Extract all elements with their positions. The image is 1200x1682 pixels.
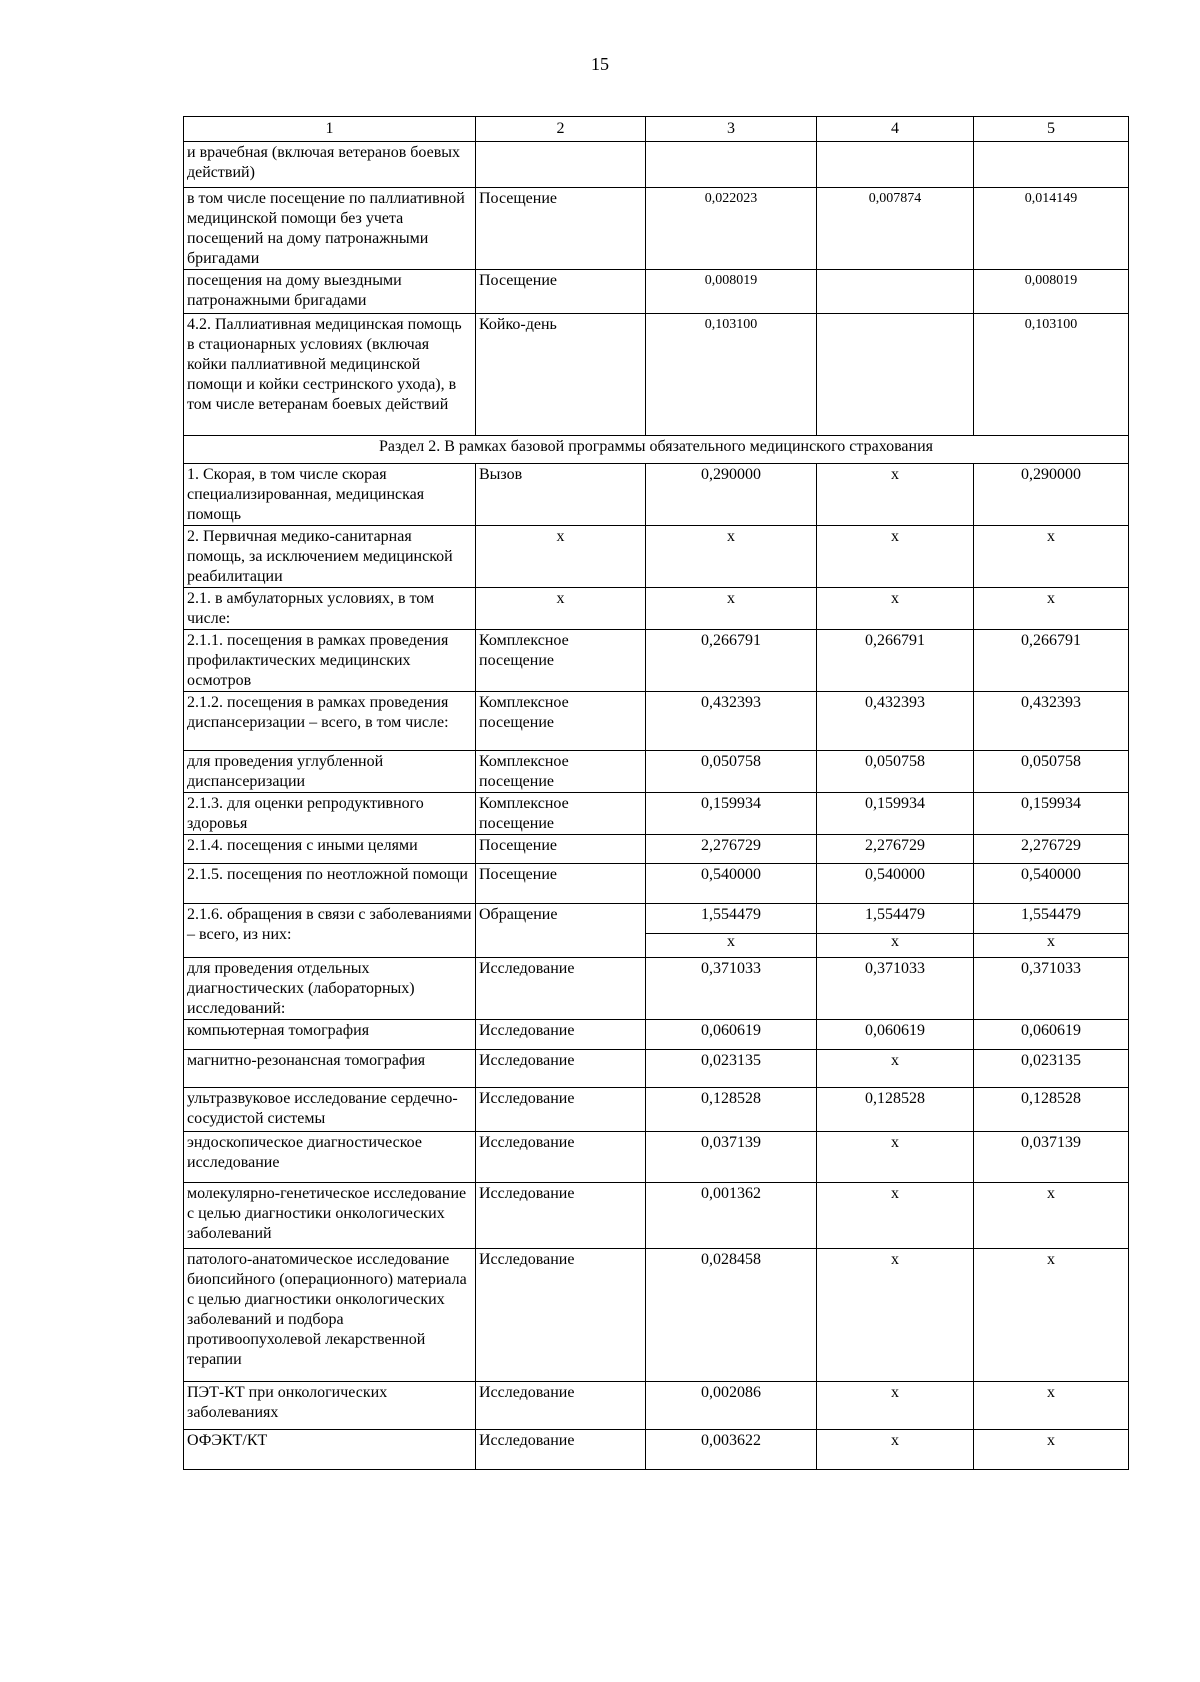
cell-col-1 bbox=[184, 692, 476, 751]
cell-col-5 bbox=[974, 1183, 1129, 1249]
cell-col-4 bbox=[817, 1382, 974, 1430]
cell-text: патолого-анатомическое исследование биопсийного (операционного) материала с целью диагностики онкологических заболеваний и подбора противоопухолевой лекарственной терапии bbox=[187, 1251, 467, 1368]
table-row bbox=[184, 464, 1129, 526]
cell-text: Исследование bbox=[479, 1090, 575, 1107]
cell-col-4 bbox=[817, 1249, 974, 1382]
cell-text: 2,276729 bbox=[701, 837, 761, 854]
cell-col-5 bbox=[974, 1249, 1129, 1382]
cell-col-5 bbox=[974, 751, 1129, 793]
cell-col-5 bbox=[974, 793, 1129, 835]
cell-text: Исследование bbox=[479, 960, 575, 977]
cell-col-1 bbox=[184, 142, 476, 188]
cell-col-4 bbox=[817, 314, 974, 436]
cell-col-2 bbox=[476, 1020, 646, 1050]
cell-col-2 bbox=[476, 1382, 646, 1430]
cell-text: 0,540000 bbox=[701, 866, 761, 883]
cell-col-2 bbox=[476, 1088, 646, 1132]
cell-text: х bbox=[1047, 1432, 1055, 1449]
cell-text: Комплексное посещение bbox=[479, 795, 569, 832]
cell-col-5 bbox=[974, 692, 1129, 751]
table-row bbox=[184, 188, 1129, 270]
cell-col-4 bbox=[817, 1050, 974, 1088]
cell-col-4 bbox=[817, 904, 974, 958]
table-row bbox=[184, 1020, 1129, 1050]
cell-col-4 bbox=[817, 1183, 974, 1249]
cell-col-3 bbox=[646, 904, 817, 958]
cell-col-1 bbox=[184, 588, 476, 630]
cell-text: Исследование bbox=[479, 1432, 575, 1449]
cell-col-3 bbox=[646, 864, 817, 904]
cell-text: Комплексное посещение bbox=[479, 753, 569, 790]
cell-col-2 bbox=[476, 464, 646, 526]
cell-col-5 bbox=[974, 1132, 1129, 1183]
cell-text: 1,554479 bbox=[865, 906, 925, 923]
cell-text: х bbox=[556, 590, 565, 607]
cell-text: 0,008019 bbox=[1024, 273, 1078, 288]
table-header-row bbox=[184, 117, 1129, 142]
cell-text: 1. Скорая, в том числе скорая специализированная, медицинская помощь bbox=[187, 466, 425, 523]
cell-col-4 bbox=[817, 1132, 974, 1183]
cell-text: 2.1.6. обращения в связи с заболеваниями – всего, из них: bbox=[187, 906, 472, 943]
cell-text: 0,128528 bbox=[865, 1090, 925, 1107]
cell-text: 1,554479 bbox=[1021, 906, 1081, 923]
cell-text: Комплексное посещение bbox=[479, 632, 569, 669]
table-row bbox=[184, 1088, 1129, 1132]
table-row bbox=[184, 692, 1129, 751]
cell-text: 0,371033 bbox=[701, 960, 761, 977]
cell-text: 0,103100 bbox=[1024, 317, 1078, 332]
cell-col-5 bbox=[974, 314, 1129, 436]
cell-text: 0,290000 bbox=[701, 466, 761, 483]
cell-col-3 bbox=[646, 142, 817, 188]
cell-col-3 bbox=[646, 835, 817, 864]
table-row bbox=[184, 630, 1129, 692]
cell-text: 0,159934 bbox=[1021, 795, 1081, 812]
cell-col-1 bbox=[184, 751, 476, 793]
cell-col-4 bbox=[817, 958, 974, 1020]
cell-text: 2.1.5. посещения по неотложной помощи bbox=[187, 866, 468, 883]
cell-text: 0,002086 bbox=[701, 1384, 761, 1401]
cell-text: и врачебная (включая ветеранов боевых действий) bbox=[187, 144, 460, 181]
table-row bbox=[184, 270, 1129, 314]
cell-col-4 bbox=[817, 692, 974, 751]
cell-col-2 bbox=[476, 142, 646, 188]
cell-col-1 bbox=[184, 188, 476, 270]
cell-col-3 bbox=[646, 464, 817, 526]
cell-col-3 bbox=[646, 1020, 817, 1050]
cell-text: 2.1.3. для оценки репродуктивного здоровья bbox=[187, 795, 424, 832]
cell-text: 0,128528 bbox=[1021, 1090, 1081, 1107]
cell-col-2 bbox=[476, 270, 646, 314]
cell-text: Койко-день bbox=[479, 316, 557, 333]
table-row bbox=[184, 142, 1129, 188]
table-row bbox=[184, 793, 1129, 835]
cell-col-3 bbox=[646, 1132, 817, 1183]
cell-text: для проведения углубленной диспансеризации bbox=[187, 753, 384, 790]
cell-col-2 bbox=[476, 692, 646, 751]
cell-col-3 bbox=[646, 793, 817, 835]
cell-text: 0,060619 bbox=[865, 1022, 925, 1039]
cell-text: х bbox=[891, 1052, 899, 1069]
cell-col-1 bbox=[184, 1132, 476, 1183]
cell-col-3 bbox=[646, 526, 817, 588]
cell-col-1 bbox=[184, 1183, 476, 1249]
cell-text: магнитно-резонансная томография bbox=[187, 1052, 426, 1069]
table-row bbox=[184, 1430, 1129, 1470]
cell-col-5 bbox=[974, 588, 1129, 630]
cell-text: 0,159934 bbox=[701, 795, 761, 812]
cell-col-3 bbox=[646, 751, 817, 793]
cell-text: х bbox=[891, 590, 899, 607]
table-row bbox=[184, 751, 1129, 793]
cell-col-2 bbox=[476, 793, 646, 835]
cell-text: 0,060619 bbox=[1021, 1022, 1081, 1039]
header-cell: 1 bbox=[184, 117, 476, 142]
cell-text: Исследование bbox=[479, 1251, 575, 1268]
cell-text: х bbox=[727, 590, 735, 607]
cell-text: 0,103100 bbox=[704, 317, 758, 332]
cell-col-2 bbox=[476, 1249, 646, 1382]
cell-text: 0,014149 bbox=[1024, 191, 1078, 206]
cell-col-3 bbox=[646, 1183, 817, 1249]
cell-col-4 bbox=[817, 188, 974, 270]
cell-col-4 bbox=[817, 588, 974, 630]
cell-col-5 bbox=[974, 1382, 1129, 1430]
cell-text: Посещение bbox=[479, 272, 557, 289]
cell-col-1 bbox=[184, 1050, 476, 1088]
cell-text: 0,371033 bbox=[1021, 960, 1081, 977]
cell-col-4 bbox=[817, 1020, 974, 1050]
cell-text: 0,060619 bbox=[701, 1022, 761, 1039]
table-row bbox=[184, 526, 1129, 588]
cell-col-4 bbox=[817, 270, 974, 314]
cell-text: х bbox=[891, 1384, 899, 1401]
table-row bbox=[184, 904, 1129, 958]
cell-col-4 bbox=[817, 751, 974, 793]
table-row bbox=[184, 835, 1129, 864]
cell-text: для проведения отдельных диагностических (лабораторных) исследований: bbox=[187, 960, 415, 1017]
table-row bbox=[184, 1132, 1129, 1183]
cell-text: эндоскопическое диагностическое исследование bbox=[187, 1134, 422, 1171]
cell-text: Комплексное посещение bbox=[479, 694, 569, 731]
cell-col-2 bbox=[476, 835, 646, 864]
cell-col-4 bbox=[817, 630, 974, 692]
header-cell: 3 bbox=[646, 117, 817, 142]
data-table bbox=[183, 116, 1129, 1470]
cell-text: 2.1.1. посещения в рамках проведения профилактических медицинских осмотров bbox=[187, 632, 449, 689]
cell-col-5 bbox=[974, 904, 1129, 958]
cell-col-4 bbox=[817, 142, 974, 188]
cell-col-1 bbox=[184, 1249, 476, 1382]
cell-col-4 bbox=[817, 1430, 974, 1470]
cell-col-3 bbox=[646, 958, 817, 1020]
cell-text: Вызов bbox=[479, 466, 523, 483]
cell-text: 0,028458 bbox=[701, 1251, 761, 1268]
cell-col-1 bbox=[184, 835, 476, 864]
cell-col-3 bbox=[646, 314, 817, 436]
cell-text: 2.1.2. посещения в рамках проведения диспансеризации – всего, в том числе: bbox=[187, 694, 449, 731]
header-cell: 5 bbox=[974, 117, 1129, 142]
cell-text: 0,371033 bbox=[865, 960, 925, 977]
cell-col-2 bbox=[476, 904, 646, 958]
cell-text: х bbox=[1047, 1384, 1055, 1401]
cell-col-2 bbox=[476, 1183, 646, 1249]
cell-text: 2,276729 bbox=[865, 837, 925, 854]
cell-col-1 bbox=[184, 630, 476, 692]
cell-col-1 bbox=[184, 526, 476, 588]
cell-text: Обращение bbox=[479, 906, 558, 923]
cell-text: 0,432393 bbox=[1021, 694, 1081, 711]
cell-text: ОФЭКТ/КТ bbox=[187, 1432, 268, 1449]
cell-col-2 bbox=[476, 588, 646, 630]
cell-col-1 bbox=[184, 958, 476, 1020]
cell-col-1 bbox=[184, 1088, 476, 1132]
section-row bbox=[184, 436, 1129, 464]
cell-col-1 bbox=[184, 793, 476, 835]
cell-text: х bbox=[727, 528, 735, 545]
table-row bbox=[184, 864, 1129, 904]
cell-col-1 bbox=[184, 270, 476, 314]
cell-text: 0,023135 bbox=[1021, 1052, 1081, 1069]
cell-text: Исследование bbox=[479, 1134, 575, 1151]
cell-text: компьютерная томография bbox=[187, 1022, 370, 1039]
cell-text: 0,037139 bbox=[701, 1134, 761, 1151]
table-row bbox=[184, 958, 1129, 1020]
cell-col-1 bbox=[184, 314, 476, 436]
table-row bbox=[184, 314, 1129, 436]
cell-text: 0,266791 bbox=[865, 632, 925, 649]
cell-text: Посещение bbox=[479, 837, 557, 854]
cell-text: 0,128528 bbox=[701, 1090, 761, 1107]
cell-text: 4.2. Паллиативная медицинская помощь в стационарных условиях (включая койки паллиативной медицинской помощи и койки сестринского ухода), в том числе ветеранам боевых действий bbox=[187, 316, 462, 413]
cell-text: в том числе посещение по паллиативной медицинской помощи без учета посещений на дому патронажными бригадами bbox=[187, 190, 465, 267]
cell-text: посещения на дому выездными патронажными бригадами bbox=[187, 272, 402, 309]
table-row bbox=[184, 1249, 1129, 1382]
cell-text: ПЭТ-КТ при онкологических заболеваниях bbox=[187, 1384, 388, 1421]
cell-col-2 bbox=[476, 958, 646, 1020]
cell-col-4 bbox=[817, 793, 974, 835]
cell-col-5 bbox=[974, 835, 1129, 864]
cell-text: х bbox=[891, 1432, 899, 1449]
cell-col-2 bbox=[476, 526, 646, 588]
cell-col-1 bbox=[184, 1020, 476, 1050]
cell-col-1 bbox=[184, 904, 476, 958]
cell-text: ультразвуковое исследование сердечно-сосудистой системы bbox=[187, 1090, 458, 1127]
cell-subvalue: х bbox=[646, 933, 816, 950]
cell-col-2 bbox=[476, 864, 646, 904]
cell-subvalue: х bbox=[817, 933, 973, 950]
cell-subvalue: х bbox=[974, 933, 1128, 950]
header-cell: 4 bbox=[817, 117, 974, 142]
cell-col-2 bbox=[476, 1050, 646, 1088]
cell-col-5 bbox=[974, 464, 1129, 526]
cell-text: Исследование bbox=[479, 1384, 575, 1401]
cell-col-5 bbox=[974, 958, 1129, 1020]
cell-col-3 bbox=[646, 1382, 817, 1430]
cell-col-3 bbox=[646, 270, 817, 314]
cell-col-3 bbox=[646, 630, 817, 692]
cell-col-3 bbox=[646, 1088, 817, 1132]
cell-col-3 bbox=[646, 1050, 817, 1088]
cell-col-2 bbox=[476, 1430, 646, 1470]
cell-text: 1,554479 bbox=[701, 906, 761, 923]
cell-col-4 bbox=[817, 526, 974, 588]
cell-text: 2.1.4. посещения с иными целями bbox=[187, 837, 418, 854]
cell-col-5 bbox=[974, 864, 1129, 904]
cell-col-3 bbox=[646, 1430, 817, 1470]
cell-text: 0,037139 bbox=[1021, 1134, 1081, 1151]
cell-col-5 bbox=[974, 270, 1129, 314]
cell-col-5 bbox=[974, 142, 1129, 188]
cell-col-2 bbox=[476, 188, 646, 270]
cell-text: 0,023135 bbox=[701, 1052, 761, 1069]
cell-text: 0,050758 bbox=[1021, 753, 1081, 770]
cell-col-3 bbox=[646, 588, 817, 630]
cell-text: х bbox=[891, 1185, 899, 1202]
cell-text: х bbox=[1047, 1185, 1055, 1202]
cell-text: 0,050758 bbox=[865, 753, 925, 770]
cell-text: х bbox=[1047, 590, 1055, 607]
table-row bbox=[184, 588, 1129, 630]
cell-col-4 bbox=[817, 864, 974, 904]
cell-text: 0,007874 bbox=[868, 191, 922, 206]
cell-text: 0,008019 bbox=[704, 273, 758, 288]
cell-col-2 bbox=[476, 630, 646, 692]
cell-text: 0,266791 bbox=[1021, 632, 1081, 649]
cell-col-2 bbox=[476, 1132, 646, 1183]
section-title: Раздел 2. В рамках базовой программы обязательного медицинского страхования bbox=[184, 436, 1129, 464]
cell-col-5 bbox=[974, 630, 1129, 692]
cell-text: Исследование bbox=[479, 1185, 575, 1202]
cell-text: 0,050758 bbox=[701, 753, 761, 770]
cell-col-5 bbox=[974, 526, 1129, 588]
cell-col-5 bbox=[974, 1020, 1129, 1050]
cell-col-4 bbox=[817, 1088, 974, 1132]
cell-col-3 bbox=[646, 1249, 817, 1382]
cell-col-1 bbox=[184, 1382, 476, 1430]
cell-col-1 bbox=[184, 1430, 476, 1470]
cell-text: 2.1. в амбулаторных условиях, в том числе: bbox=[187, 590, 435, 627]
cell-text: 0,003622 bbox=[701, 1432, 761, 1449]
cell-text: Посещение bbox=[479, 866, 557, 883]
table-row bbox=[184, 1050, 1129, 1088]
cell-col-4 bbox=[817, 835, 974, 864]
cell-text: 0,432393 bbox=[865, 694, 925, 711]
cell-text: х bbox=[891, 1134, 899, 1151]
header-cell: 2 bbox=[476, 117, 646, 142]
cell-text: х bbox=[1047, 528, 1055, 545]
cell-text: х bbox=[891, 528, 899, 545]
page-number: 15 bbox=[591, 54, 609, 74]
cell-text: 0,432393 bbox=[701, 694, 761, 711]
cell-text: молекулярно-генетическое исследование с целью диагностики онкологических заболеваний bbox=[187, 1185, 467, 1242]
cell-text: х bbox=[556, 528, 565, 545]
cell-col-5 bbox=[974, 188, 1129, 270]
cell-text: 2,276729 bbox=[1021, 837, 1081, 854]
cell-text: 0,266791 bbox=[701, 632, 761, 649]
cell-text: 0,540000 bbox=[865, 866, 925, 883]
table-row bbox=[184, 1183, 1129, 1249]
cell-text: Посещение bbox=[479, 190, 557, 207]
cell-text: 0,290000 bbox=[1021, 466, 1081, 483]
cell-text: х bbox=[891, 466, 899, 483]
cell-text: 0,540000 bbox=[1021, 866, 1081, 883]
cell-text: х bbox=[1047, 1251, 1055, 1268]
cell-col-1 bbox=[184, 864, 476, 904]
cell-col-2 bbox=[476, 751, 646, 793]
cell-col-4 bbox=[817, 464, 974, 526]
cell-col-3 bbox=[646, 692, 817, 751]
cell-text: 0,159934 bbox=[865, 795, 925, 812]
cell-text: 0,022023 bbox=[704, 191, 758, 206]
cell-col-1 bbox=[184, 464, 476, 526]
table-row bbox=[184, 1382, 1129, 1430]
cell-col-5 bbox=[974, 1430, 1129, 1470]
cell-col-5 bbox=[974, 1050, 1129, 1088]
cell-text: Исследование bbox=[479, 1022, 575, 1039]
cell-text: 0,001362 bbox=[701, 1185, 761, 1202]
cell-text: Исследование bbox=[479, 1052, 575, 1069]
cell-text: 2. Первичная медико-санитарная помощь, за исключением медицинской реабилитации bbox=[187, 528, 453, 585]
cell-col-5 bbox=[974, 1088, 1129, 1132]
cell-text: х bbox=[891, 1251, 899, 1268]
cell-col-3 bbox=[646, 188, 817, 270]
cell-col-2 bbox=[476, 314, 646, 436]
